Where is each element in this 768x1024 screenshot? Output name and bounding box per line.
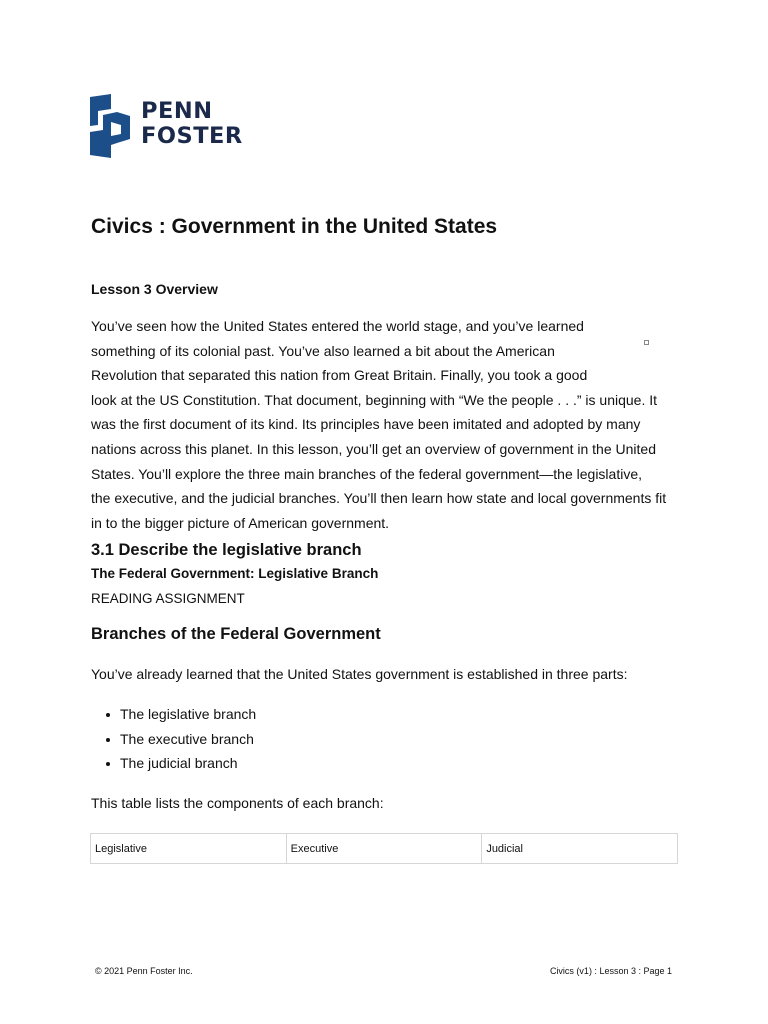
annotation-marker bbox=[644, 340, 649, 345]
logo-line-2: FOSTER bbox=[141, 123, 243, 149]
overview-paragraph bbox=[91, 314, 666, 535]
section-heading: 3.1 Describe the legislative branch bbox=[91, 541, 362, 559]
overview-line: look at the US Constitution. That document, beginning with “We the people . . .” is unique. It bbox=[91, 391, 658, 408]
footer-copyright: © 2021 Penn Foster Inc. bbox=[95, 966, 193, 976]
overview-line: in to the bigger picture of American government. bbox=[91, 514, 390, 531]
branch-components-table bbox=[90, 833, 678, 864]
overview-line: was the first document of its kind. Its principles have been imitated and adopted by many bbox=[91, 416, 641, 433]
branches-heading: Branches of the Federal Government bbox=[91, 625, 381, 643]
table-header-cell: Judicial bbox=[482, 834, 678, 864]
penn-foster-logo bbox=[90, 94, 243, 158]
table-header-row bbox=[91, 834, 678, 864]
bullet-icon bbox=[106, 762, 110, 766]
table-intro: This table lists the components of each branch: bbox=[91, 795, 384, 811]
overview-line: something of its colonial past. You’ve also learned a bit about the American bbox=[91, 342, 555, 359]
overview-line: nations across this planet. In this lesson, you’ll get an overview of government in the United bbox=[91, 440, 656, 457]
bullet-icon bbox=[106, 738, 110, 742]
reading-assignment-label: READING ASSIGNMENT bbox=[91, 591, 245, 606]
overview-line: States. You’ll explore the three main branches of the federal government—the legislative, bbox=[91, 465, 642, 482]
overview-line: the executive, and the judicial branches. You’ll then learn how state and local governments fit bbox=[91, 490, 667, 507]
bullet-icon bbox=[106, 713, 110, 717]
logo-wordmark bbox=[141, 99, 243, 149]
logo-line-1: PENN bbox=[141, 98, 213, 124]
lesson-heading: Lesson 3 Overview bbox=[91, 281, 218, 297]
list-item bbox=[91, 752, 256, 777]
footer-page-info: Civics (v1) : Lesson 3 : Page 1 bbox=[549, 966, 672, 976]
branches-intro: You’ve already learned that the United States government is established in three parts: bbox=[91, 666, 628, 682]
overview-line: You’ve seen how the United States entered the world stage, and you’ve learned bbox=[91, 318, 584, 334]
list-item-label: The executive branch bbox=[120, 730, 254, 747]
overview-line: Revolution that separated this nation from Great Britain. Finally, you took a good bbox=[91, 367, 588, 384]
list-item bbox=[91, 728, 256, 753]
penn-foster-logo-icon bbox=[90, 94, 130, 158]
table-header-cell: Legislative bbox=[91, 834, 287, 864]
list-item-label: The judicial branch bbox=[120, 755, 238, 771]
table-header-cell: Executive bbox=[286, 834, 482, 864]
branches-list bbox=[91, 703, 256, 777]
subheading: The Federal Government: Legislative Branch bbox=[91, 566, 379, 581]
list-item-label: The legislative branch bbox=[120, 706, 257, 722]
page-title: Civics : Government in the United States bbox=[91, 215, 498, 238]
list-item bbox=[91, 703, 256, 728]
